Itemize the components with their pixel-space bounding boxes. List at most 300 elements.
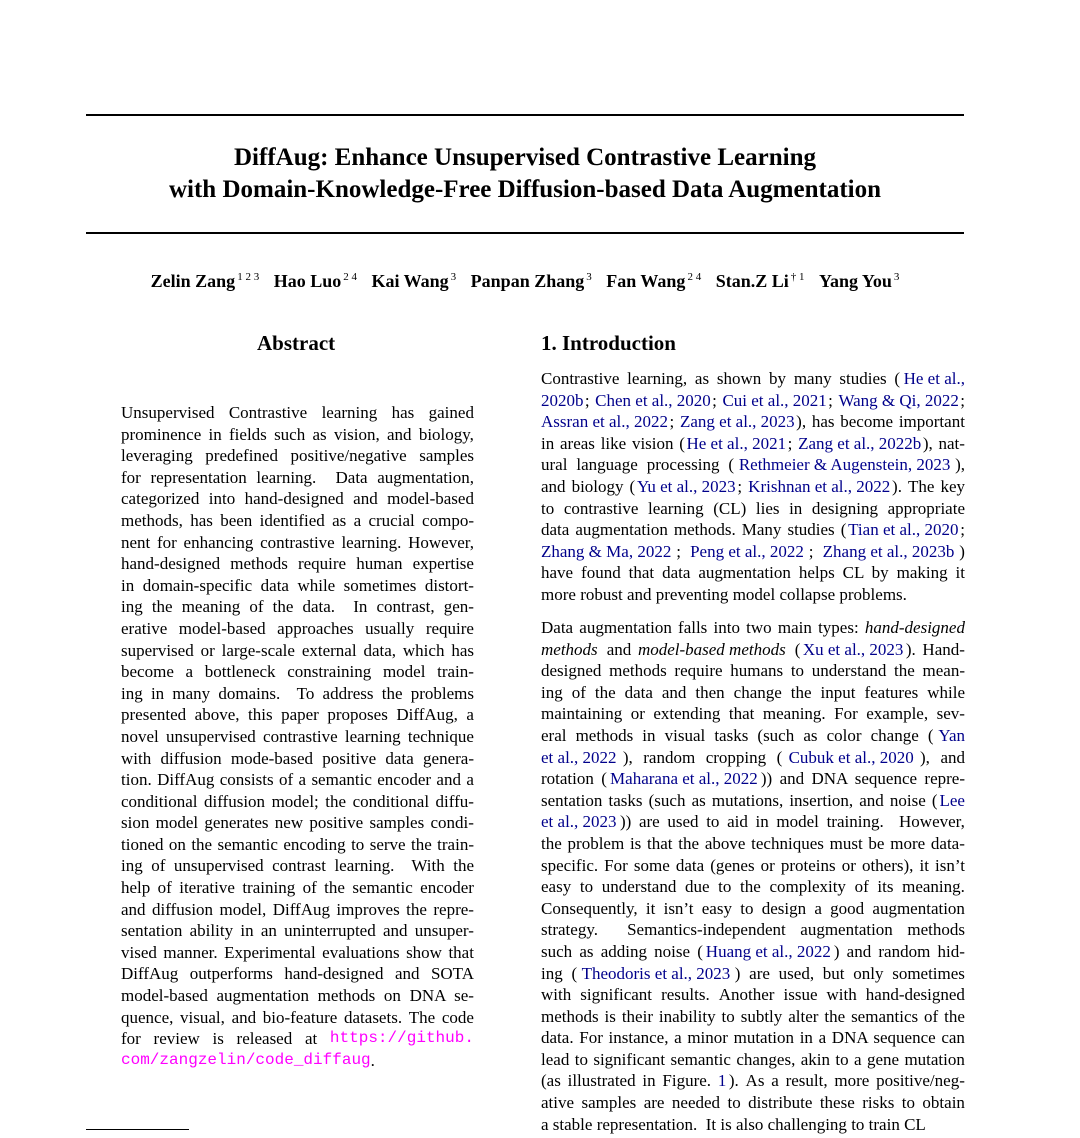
citation-link[interactable]: et al., 2023: [541, 812, 617, 832]
text-fragment: augmentation: [575, 520, 673, 540]
text-fragment: the: [594, 682, 620, 702]
text-line: [121, 791, 474, 813]
text-line: [541, 1006, 965, 1028]
text-fragment: methods,: [121, 510, 188, 530]
text-fragment: such: [541, 941, 577, 961]
text-line: [541, 725, 965, 747]
text-fragment: a: [185, 662, 198, 682]
text-fragment: risks: [862, 1093, 899, 1113]
text-fragment: (: [776, 747, 783, 767]
text-fragment: compo-: [422, 510, 474, 530]
author-affiliation: 3: [450, 271, 457, 283]
text-fragment: humans: [730, 661, 788, 681]
text-fragment: issue: [783, 985, 822, 1005]
citation-link[interactable]: Peng et al., 2022: [690, 541, 804, 561]
text-fragment: while: [927, 682, 965, 702]
citation-link[interactable]: et al., 2022: [541, 747, 617, 767]
text-fragment: (genes: [710, 855, 759, 875]
text-fragment: crucial: [368, 510, 419, 530]
text-fragment: by: [769, 369, 791, 388]
text-fragment: nat-: [938, 433, 965, 453]
citation-link[interactable]: Zang et al., 2022b: [798, 433, 922, 453]
text-fragment: encoder: [377, 770, 436, 790]
text-line: [121, 1007, 474, 1029]
text-fragment: areas: [560, 433, 600, 453]
text-fragment: supervised: [121, 640, 198, 660]
text-fragment: DiffAug,: [396, 705, 463, 725]
text-fragment: ative: [541, 1093, 579, 1113]
text-fragment: eral: [541, 725, 571, 745]
text-fragment: mutations,: [711, 790, 788, 810]
text-fragment: diffusion: [151, 899, 218, 919]
text-fragment: and: [859, 790, 888, 810]
text-fragment: the: [406, 899, 432, 919]
text-fragment: sequence: [854, 769, 922, 789]
text-fragment: only: [853, 963, 888, 983]
text-fragment: specific.: [541, 855, 603, 875]
text-fragment: results.: [661, 985, 714, 1005]
footnote-rule: [86, 1129, 189, 1130]
text-fragment: the: [151, 597, 177, 617]
citation-link[interactable]: Lee: [939, 790, 965, 810]
citation-link[interactable]: Chen et al., 2020: [595, 390, 711, 410]
author-affiliation: 3: [586, 271, 592, 283]
text-fragment: in: [121, 575, 139, 595]
text-fragment: in: [799, 1028, 818, 1048]
text-fragment: domains.: [218, 683, 285, 703]
text-fragment: as: [579, 941, 598, 961]
text-fragment: CL: [904, 1114, 926, 1134]
text-fragment: lies: [755, 498, 784, 518]
text-line: [541, 919, 965, 941]
text-fragment: ),: [922, 433, 937, 453]
text-fragment: a: [814, 898, 827, 918]
text-line: [541, 963, 965, 985]
text-fragment: large-scale: [221, 640, 300, 660]
text-fragment: positive: [309, 813, 368, 833]
author-name: Panpan Zhang: [470, 271, 585, 291]
text-fragment: CL: [842, 563, 868, 583]
text-fragment: require: [425, 618, 474, 638]
text-fragment: that: [628, 563, 659, 583]
text-fragment: sometimes: [343, 575, 421, 595]
text-fragment: methods: [541, 1006, 603, 1026]
citation-link[interactable]: 2020b: [541, 390, 584, 410]
text-fragment: minor: [687, 1028, 733, 1048]
author-name: Stan.Z Li: [715, 271, 789, 291]
citation-link[interactable]: Krishnan et al., 2022: [748, 476, 891, 496]
text-line: [541, 876, 965, 898]
citation-link[interactable]: Theodoris et al., 2023: [581, 963, 731, 983]
text-fragment: and: [121, 899, 150, 919]
text-fragment: model: [382, 662, 430, 682]
text-fragment: ing: [541, 682, 567, 702]
text-fragment: a: [818, 1028, 831, 1048]
text-fragment: its: [877, 877, 898, 897]
text-fragment: strategy.: [541, 920, 603, 940]
text-fragment: sev-: [936, 704, 965, 724]
text-fragment: the: [894, 661, 920, 681]
text-fragment: data: [385, 748, 418, 768]
emphasized-text: methods: [541, 639, 598, 659]
citation-link[interactable]: Yan: [938, 725, 965, 745]
text-fragment: that: [728, 704, 759, 724]
text-fragment: released: [236, 1029, 297, 1049]
citation-link[interactable]: Zang et al., 2023: [679, 412, 795, 432]
text-fragment: which: [402, 640, 449, 660]
text-fragment: color: [826, 725, 866, 745]
citation-link[interactable]: Yu et al., 2023: [636, 476, 736, 496]
text-fragment: (: [728, 455, 735, 475]
citation-link[interactable]: He et al., 2021: [686, 433, 787, 453]
citation-link[interactable]: Tian et al., 2020: [848, 520, 959, 540]
text-line: [541, 941, 965, 963]
text-fragment: Experimental: [224, 942, 320, 962]
text-fragment: technique: [407, 726, 474, 746]
text-fragment: DNA: [811, 769, 852, 789]
text-fragment: types:: [818, 618, 863, 637]
text-fragment: and: [231, 1007, 261, 1027]
text-fragment: be: [868, 833, 889, 853]
text-fragment: appropriate: [887, 498, 965, 518]
text-fragment: methods: [575, 725, 638, 745]
text-fragment: categorized: [121, 489, 204, 509]
text-fragment: random: [878, 941, 935, 961]
citation-link[interactable]: 1: [717, 1071, 727, 1091]
text-fragment: meaning.: [762, 704, 830, 724]
text-fragment: two: [746, 618, 776, 637]
text-fragment: sentation: [121, 921, 187, 941]
text-line: [541, 1092, 965, 1114]
text-fragment: review: [153, 1029, 205, 1049]
text-line: [541, 562, 965, 584]
text-fragment: or: [630, 704, 650, 724]
text-fragment: visual: [664, 725, 710, 745]
text-fragment: samples: [369, 813, 429, 833]
text-line: [121, 640, 474, 662]
text-fragment: visual,: [180, 1007, 230, 1027]
citation-link[interactable]: Cui et al., 2021: [722, 390, 827, 410]
citation-link[interactable]: Zhang et al., 2023b: [822, 541, 955, 561]
citation-link[interactable]: Wang & Qi, 2022: [838, 390, 959, 410]
text-fragment: has: [811, 412, 839, 432]
text-line: [541, 476, 965, 498]
text-fragment: Semantics-independent: [627, 920, 790, 940]
text-fragment: illustrated: [567, 1071, 640, 1091]
text-fragment: data,: [363, 640, 401, 660]
text-fragment: and: [779, 769, 809, 789]
text-fragment: Hand-: [922, 639, 965, 659]
text-fragment: preventing: [655, 584, 733, 604]
text-fragment: (: [601, 769, 607, 789]
text-fragment: and: [606, 639, 636, 659]
text-line: [121, 1028, 474, 1050]
text-fragment: hand-designed: [244, 489, 348, 509]
author: [151, 271, 260, 291]
text-fragment: evaluations: [322, 942, 404, 962]
text-fragment: (: [794, 639, 801, 659]
text-line: [541, 703, 965, 725]
text-fragment: and: [541, 476, 570, 496]
title-line-1: DiffAug: Enhance Unsupervised Contrastive Learning: [234, 144, 816, 171]
text-line: [121, 467, 474, 489]
text-fragment: The: [408, 1007, 440, 1027]
text-fragment: for: [121, 467, 146, 487]
text-fragment: as: [312, 424, 331, 444]
text-fragment: training: [242, 878, 300, 898]
text-fragment: shown: [716, 369, 766, 388]
paper-title: [86, 142, 964, 206]
text-fragment: maintaining: [541, 704, 627, 724]
citation-link[interactable]: Assran et al., 2022: [541, 412, 669, 432]
text-fragment: features: [864, 682, 923, 702]
text-fragment: tioned: [121, 834, 168, 854]
text-fragment: For: [834, 704, 863, 724]
text-fragment: contrast: [272, 856, 331, 876]
citation-link[interactable]: Maharana et al., 2022: [610, 769, 758, 789]
text-fragment: For: [579, 1028, 608, 1048]
text-fragment: DiffAug: [121, 964, 183, 984]
text-fragment: data: [260, 575, 294, 595]
text-fragment: human: [356, 554, 407, 574]
text-fragment: at: [304, 1029, 322, 1049]
text-fragment: (: [927, 725, 934, 745]
text-fragment: to: [718, 877, 736, 897]
text-fragment: ;: [584, 390, 594, 410]
text-fragment: aid: [727, 812, 753, 832]
text-line: [541, 898, 965, 920]
text-fragment: others),: [861, 855, 918, 875]
text-fragment: to: [835, 1049, 853, 1069]
text-fragment: paper: [281, 705, 324, 725]
text-fragment: obtain: [922, 1093, 965, 1113]
text-fragment: train: [868, 1114, 905, 1134]
text-fragment: in: [541, 433, 559, 453]
text-fragment: and: [661, 682, 691, 702]
citation-link[interactable]: Xu et al., 2023: [802, 639, 904, 659]
introduction-heading: 1. Introduction: [541, 331, 676, 355]
text-fragment: with: [121, 748, 156, 768]
author-affiliation: 3: [893, 271, 900, 283]
text-fragment: for: [157, 532, 182, 552]
text-fragment: ing: [121, 856, 147, 876]
author-affiliation: 2 4: [343, 271, 357, 283]
citation-link[interactable]: Zhang & Ma, 2022: [541, 541, 672, 561]
text-fragment: a: [854, 1049, 866, 1069]
text-line: [121, 942, 474, 964]
text-fragment: to: [579, 877, 598, 897]
text-fragment: model-based: [387, 489, 474, 509]
text-fragment: the: [410, 834, 437, 854]
text-fragment: Figure.: [662, 1071, 716, 1091]
text-fragment: but: [822, 963, 849, 983]
text-fragment: noise: [889, 790, 931, 810]
text-fragment: diffu-: [435, 791, 474, 811]
text-fragment: DNA: [409, 986, 450, 1006]
text-fragment: isn’t: [663, 898, 698, 918]
text-fragment: like: [600, 433, 631, 453]
text-fragment: biology,: [418, 424, 474, 444]
text-fragment: insertion,: [789, 790, 858, 810]
text-fragment: into: [208, 489, 240, 509]
text-fragment: show: [406, 942, 447, 962]
text-fragment: techniques: [751, 833, 829, 853]
text-fragment: is: [720, 1114, 736, 1134]
text-fragment: However,: [408, 532, 474, 552]
text-fragment: are: [643, 1093, 669, 1113]
text-fragment: and: [382, 921, 412, 941]
text-fragment: erative: [121, 618, 172, 638]
text-line: [121, 812, 474, 834]
text-fragment: for: [121, 1029, 146, 1049]
text-fragment: akin: [800, 1049, 835, 1069]
text-fragment: (: [697, 941, 703, 961]
text-fragment: vision: [631, 433, 678, 453]
text-fragment: fields: [229, 424, 272, 444]
text-fragment: gene: [866, 1049, 904, 1069]
text-fragment: train-: [437, 834, 474, 854]
text-fragment: and: [387, 424, 416, 444]
code-url-link[interactable]: com/zangzelin/code_diffaug: [121, 1050, 371, 1069]
text-fragment: a: [674, 1028, 686, 1048]
text-fragment: learning: [321, 403, 382, 422]
text-fragment: vision,: [333, 424, 384, 444]
text-fragment: ;: [960, 390, 965, 410]
text-fragment: the: [824, 1006, 850, 1026]
author-name: Zelin Zang: [150, 271, 236, 291]
author: [471, 271, 592, 291]
text-fragment: to: [901, 1093, 920, 1113]
text-fragment: distort-: [424, 575, 474, 595]
text-fragment: noise: [654, 941, 695, 961]
text-fragment: the: [381, 683, 407, 703]
text-fragment: address: [322, 683, 378, 703]
text-fragment: to: [706, 812, 724, 832]
text-fragment: into: [713, 618, 745, 637]
text-fragment: ing: [121, 597, 147, 617]
text-fragment: by: [871, 563, 893, 583]
text-fragment: [344, 596, 348, 618]
text-fragment: to: [727, 1093, 745, 1113]
text-fragment: constraining: [287, 662, 376, 682]
text-line: [121, 402, 474, 424]
text-fragment: data: [624, 682, 658, 702]
text-fragment: semantics: [851, 1006, 923, 1026]
text-fragment: unsupervised: [166, 726, 261, 746]
text-fragment: the: [324, 878, 350, 898]
text-fragment: However,: [899, 812, 965, 832]
emphasized-text: model-based methods: [637, 639, 786, 659]
text-fragment: the: [740, 877, 766, 897]
text-fragment: [288, 683, 292, 705]
text-fragment: more: [890, 833, 930, 853]
text-fragment: ).: [905, 639, 921, 659]
text-fragment: usually: [365, 618, 419, 638]
text-fragment: in: [642, 1071, 660, 1091]
text-fragment: can: [941, 1028, 965, 1048]
text-fragment: as: [803, 725, 822, 745]
text-line: [541, 855, 965, 877]
text-fragment: then: [695, 682, 729, 702]
text-fragment: of: [571, 682, 591, 702]
text-line: [121, 834, 474, 856]
text-fragment: presented: [121, 705, 191, 725]
text-fragment: samples: [419, 446, 474, 466]
text-fragment: model-based: [121, 986, 213, 1006]
title-bottom-rule: [86, 232, 964, 234]
text-fragment: due: [684, 877, 714, 897]
title-line-2: with Domain-Knowledge-Free Diffusion-based Data Augmentation: [168, 176, 882, 203]
text-fragment: complexity: [769, 877, 851, 897]
text-fragment: or: [760, 855, 780, 875]
text-fragment: isn’t: [935, 855, 965, 875]
text-fragment: some: [633, 855, 674, 875]
text-fragment: semantic: [670, 1049, 736, 1069]
text-line: [121, 726, 474, 748]
text-fragment: of: [249, 597, 268, 617]
code-url-link[interactable]: https://github.: [329, 1029, 474, 1048]
text-fragment: is: [212, 1029, 229, 1049]
text-fragment: Data: [335, 467, 372, 487]
text-fragment: learning.: [256, 467, 321, 487]
text-fragment: learning,: [627, 369, 692, 388]
text-fragment: (: [629, 476, 636, 496]
text-fragment: of: [302, 878, 322, 898]
citation-link[interactable]: Cubuk et al., 2020: [788, 747, 914, 767]
text-line: [541, 1049, 965, 1071]
text-line: [541, 368, 965, 390]
text-fragment: tion.: [121, 770, 156, 790]
text-fragment: in: [755, 812, 773, 832]
text-line: [121, 424, 474, 446]
text-fragment: augmentation: [800, 920, 898, 940]
text-fragment: ).: [892, 476, 907, 496]
abstract-heading: Abstract: [257, 331, 336, 355]
text-fragment: data: [662, 563, 695, 583]
text-fragment: data.: [302, 597, 340, 617]
text-fragment: ;: [808, 541, 818, 561]
text-fragment: SOTA: [430, 964, 474, 984]
text-line: [121, 445, 474, 467]
text-line: [541, 1114, 965, 1136]
text-line: [121, 510, 474, 532]
citation-link[interactable]: He et al.,: [903, 369, 965, 388]
author-affiliation: † 1: [790, 271, 805, 283]
text-line: [541, 433, 965, 455]
citation-link[interactable]: Huang et al., 2022: [705, 941, 831, 961]
citation-link[interactable]: Rethmeier & Augenstein, 2023: [738, 455, 951, 475]
text-fragment: encoding: [283, 834, 350, 854]
text-fragment: ),: [955, 455, 965, 475]
text-fragment: a: [771, 1071, 784, 1091]
text-fragment: It: [705, 1114, 721, 1134]
text-line: [541, 454, 965, 476]
text-fragment: a: [541, 1114, 553, 1134]
text-fragment: ing: [121, 683, 147, 703]
text-fragment: [613, 919, 617, 941]
text-fragment: above,: [194, 705, 244, 725]
text-fragment: training.: [826, 812, 888, 832]
text-fragment: and: [940, 747, 965, 767]
text-fragment: these: [819, 1093, 859, 1113]
text-fragment: [891, 811, 895, 833]
text-fragment: ;: [787, 433, 797, 453]
text-fragment: it: [919, 855, 934, 875]
text-fragment: changes,: [736, 1049, 800, 1069]
text-fragment: extending: [653, 704, 725, 724]
text-fragment: ;: [669, 412, 679, 432]
text-fragment: .: [370, 1050, 375, 1070]
